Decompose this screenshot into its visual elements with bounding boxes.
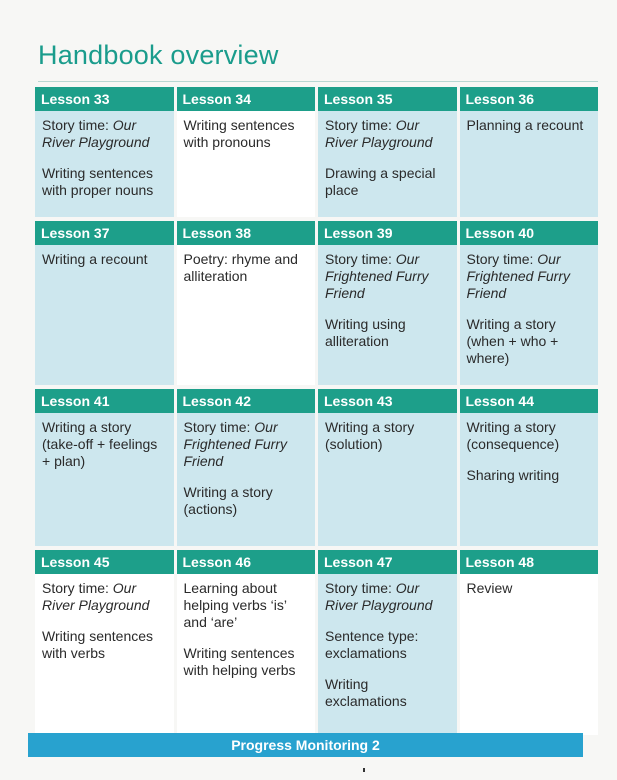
lesson-activity [467, 316, 592, 367]
lesson-body [177, 245, 316, 291]
lesson-header: Lesson 45 [35, 550, 174, 574]
activity-text: Writing exclamations [325, 676, 407, 709]
lesson-header: Lesson 46 [177, 550, 316, 574]
activity-text: Sentence type: exclamations [325, 628, 419, 661]
lesson-activity [467, 419, 592, 453]
lesson-body [177, 111, 316, 157]
lesson-header: Lesson 43 [318, 389, 457, 413]
lesson-cell [177, 550, 316, 735]
activity-text: Writing sentences with helping verbs [183, 645, 296, 678]
lesson-activity [325, 628, 450, 662]
lesson-body [35, 413, 174, 476]
lesson-cell [318, 221, 457, 385]
activity-text: Story time: [42, 580, 113, 596]
lesson-body [460, 111, 599, 140]
activity-text: Story time: [325, 251, 396, 267]
lesson-activity [42, 419, 167, 470]
lesson-activity [325, 117, 450, 151]
lesson-header: Lesson 33 [35, 87, 174, 111]
lesson-body [35, 111, 174, 205]
activity-text: Writing a recount [42, 251, 148, 267]
lesson-activity [184, 484, 309, 518]
lesson-activity [467, 251, 592, 302]
page-title: Handbook overview [38, 40, 279, 70]
activity-text: Writing sentences with pronouns [183, 117, 295, 150]
lesson-activity [325, 419, 450, 453]
lesson-cell [460, 221, 599, 385]
lesson-activity [184, 419, 309, 470]
lesson-cell [35, 221, 174, 385]
lesson-activity [325, 251, 450, 302]
lesson-activity [325, 165, 450, 199]
activity-text: Story time: [325, 580, 396, 596]
lesson-header: Lesson 48 [460, 550, 599, 574]
lesson-header: Lesson 39 [318, 221, 457, 245]
lesson-cell [460, 87, 599, 217]
activity-text: Writing a story (take-off + feelings + plan) [42, 419, 158, 469]
activity-text: Sharing writing [466, 467, 560, 483]
activity-text: Writing a story (consequence) [466, 419, 560, 452]
lesson-cell [35, 389, 174, 546]
story-title: Our River Playground [42, 117, 150, 150]
activity-text: Planning a recount [466, 117, 584, 133]
activity-text: Story time: [466, 251, 538, 267]
lesson-cell [177, 87, 316, 217]
lesson-cell [318, 389, 457, 546]
lesson-body [318, 413, 457, 459]
lesson-body [35, 245, 174, 274]
lesson-activity [184, 251, 309, 285]
progress-monitoring-banner: Progress Monitoring 2 [28, 733, 583, 757]
activity-text: Drawing a special place [325, 165, 436, 198]
lesson-body [177, 413, 316, 524]
lesson-activity [467, 467, 592, 484]
lesson-cell [35, 550, 174, 735]
lesson-activity [42, 117, 167, 151]
lesson-activity [325, 676, 450, 710]
lesson-activity [184, 580, 309, 631]
lesson-activity [42, 580, 167, 614]
lesson-activity [467, 580, 592, 597]
activity-text: Writing a story (actions) [183, 484, 273, 517]
story-title: Our Frightened Furry Friend [183, 419, 287, 469]
title-divider [38, 81, 598, 82]
activity-text: Writing sentences with verbs [42, 628, 154, 661]
lesson-activity [42, 165, 167, 199]
lesson-header: Lesson 35 [318, 87, 457, 111]
activity-text: Writing using alliteration [325, 316, 406, 349]
lesson-body [177, 574, 316, 685]
lesson-activity [325, 580, 450, 614]
activity-text: Poetry: rhyme and alliteration [183, 251, 298, 284]
lesson-body [318, 111, 457, 205]
lesson-body [460, 574, 599, 603]
lesson-header: Lesson 37 [35, 221, 174, 245]
lesson-header: Lesson 42 [177, 389, 316, 413]
lesson-activity [184, 117, 309, 151]
lesson-header: Lesson 41 [35, 389, 174, 413]
story-title: Our River Playground [325, 117, 433, 150]
activity-text: Story time: [183, 419, 255, 435]
story-title: Our Frightened Furry Friend [466, 251, 570, 301]
activity-text: Writing a story (when + who + where) [466, 316, 559, 366]
lesson-body [318, 574, 457, 716]
story-title: Our Frightened Furry Friend [325, 251, 429, 301]
lesson-activity [184, 645, 309, 679]
lesson-cell [177, 389, 316, 546]
story-title: Our River Playground [325, 580, 433, 613]
lesson-cell [460, 550, 599, 735]
activity-text: Story time: [325, 117, 396, 133]
lesson-cell [177, 221, 316, 385]
story-title: Our River Playground [42, 580, 150, 613]
lesson-body [460, 413, 599, 490]
lesson-header: Lesson 38 [177, 221, 316, 245]
lesson-header: Lesson 34 [177, 87, 316, 111]
lesson-body [318, 245, 457, 356]
lesson-body [460, 245, 599, 373]
lesson-grid [35, 87, 598, 735]
lesson-header: Lesson 47 [318, 550, 457, 574]
lesson-cell [460, 389, 599, 546]
lesson-cell [318, 550, 457, 735]
lesson-activity [42, 628, 167, 662]
lesson-header: Lesson 44 [460, 389, 599, 413]
lesson-activity [42, 251, 167, 268]
lesson-cell [35, 87, 174, 217]
lesson-activity [325, 316, 450, 350]
lesson-activity [467, 117, 592, 134]
lesson-cell [318, 87, 457, 217]
stray-mark [363, 768, 365, 772]
activity-text: Review [466, 580, 513, 596]
lesson-header: Lesson 36 [460, 87, 599, 111]
activity-text: Story time: [42, 117, 113, 133]
lesson-header: Lesson 40 [460, 221, 599, 245]
lesson-body [35, 574, 174, 668]
activity-text: Learning about helping verbs ‘is’ and ‘are’ [183, 580, 287, 630]
activity-text: Writing sentences with proper nouns [42, 165, 154, 198]
activity-text: Writing a story (solution) [325, 419, 415, 452]
